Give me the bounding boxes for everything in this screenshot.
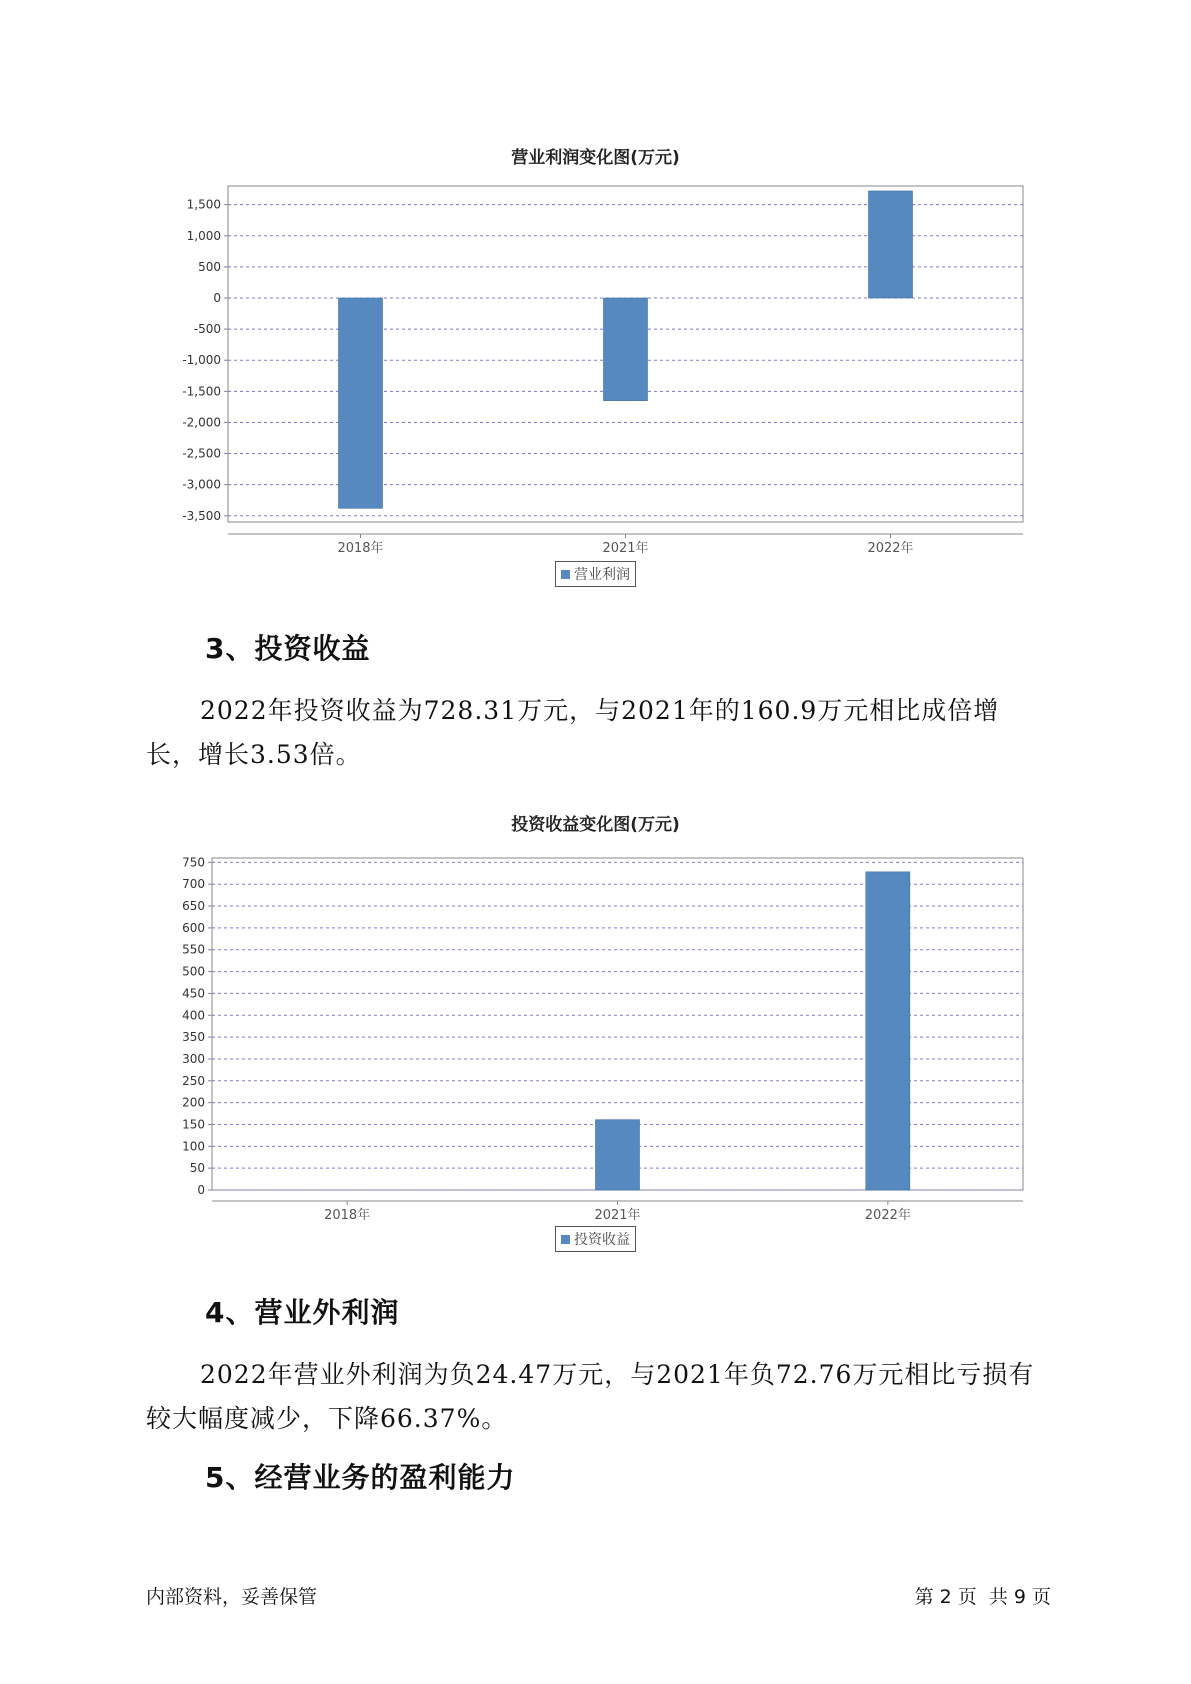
y-tick-label: 1,500	[186, 197, 221, 212]
x-tick-label: 2018年	[337, 541, 384, 556]
y-tick-label: 500	[198, 259, 221, 274]
chart-title-operating-profit: 营业利润变化图(万元)	[511, 148, 680, 168]
section-heading-profitability: 5、经营业务的盈利能力	[205, 1461, 516, 1494]
y-tick-label: 0	[197, 1183, 205, 1197]
section-heading-investment-income: 3、投资收益	[205, 632, 371, 665]
y-tick-label: -3,500	[182, 508, 221, 523]
y-tick-label: 500	[182, 964, 205, 979]
y-tick-label: 450	[182, 986, 205, 1001]
footer-page-number: 第 2 页 共 9 页	[914, 1586, 1051, 1608]
legend-swatch	[561, 1235, 570, 1244]
section-heading-non-operating-profit: 4、营业外利润	[205, 1296, 400, 1329]
y-tick-label: 300	[182, 1051, 205, 1066]
y-tick-label: -2,500	[182, 446, 221, 461]
legend-label: 营业利润	[574, 567, 630, 583]
x-tick-label: 2018年	[324, 1208, 371, 1223]
chart-legend-investment-income	[555, 1226, 636, 1252]
y-tick-label: 200	[182, 1095, 205, 1110]
section-paragraph-investment-income: 2022年投资收益为728.31万元，与2021年的160.9万元相比成倍增长，增长3.53倍。	[146, 696, 1000, 769]
chart-title-investment-income: 投资收益变化图(万元)	[511, 815, 680, 835]
y-tick-label: 650	[182, 899, 205, 914]
legend-label: 投资收益	[574, 1232, 630, 1248]
x-tick-label: 2022年	[867, 541, 914, 556]
x-tick-label: 2021年	[602, 541, 649, 556]
y-tick-label: 700	[182, 877, 205, 892]
y-tick-label: 100	[182, 1139, 205, 1154]
y-tick-label: -1,500	[182, 384, 221, 399]
bar-2022年	[866, 872, 910, 1190]
y-tick-label: 150	[182, 1117, 205, 1132]
y-tick-label: 250	[182, 1073, 205, 1088]
y-tick-label: 750	[182, 855, 205, 870]
x-tick-label: 2021年	[594, 1208, 641, 1223]
y-tick-label: -3,000	[182, 477, 221, 492]
section-paragraph-non-operating-profit: 2022年营业外利润为负24.47万元，与2021年负72.76万元相比亏损有较大幅度减少，下降66.37%。	[146, 1360, 1035, 1433]
y-tick-label: -500	[193, 322, 221, 337]
y-tick-label: 350	[182, 1030, 205, 1045]
y-tick-label: -2,000	[182, 415, 221, 430]
bar-2021年	[596, 1120, 640, 1190]
y-tick-label: 50	[189, 1161, 205, 1176]
y-tick-label: 1,000	[186, 228, 221, 243]
footer-confidential-note: 内部资料，妥善保管	[146, 1586, 318, 1608]
x-tick-label: 2022年	[864, 1208, 911, 1223]
y-tick-label: 400	[182, 1008, 205, 1023]
y-tick-label: -1,000	[182, 353, 221, 368]
y-tick-label: 550	[182, 942, 205, 957]
y-tick-label: 0	[213, 291, 221, 305]
y-tick-label: 600	[182, 920, 205, 935]
